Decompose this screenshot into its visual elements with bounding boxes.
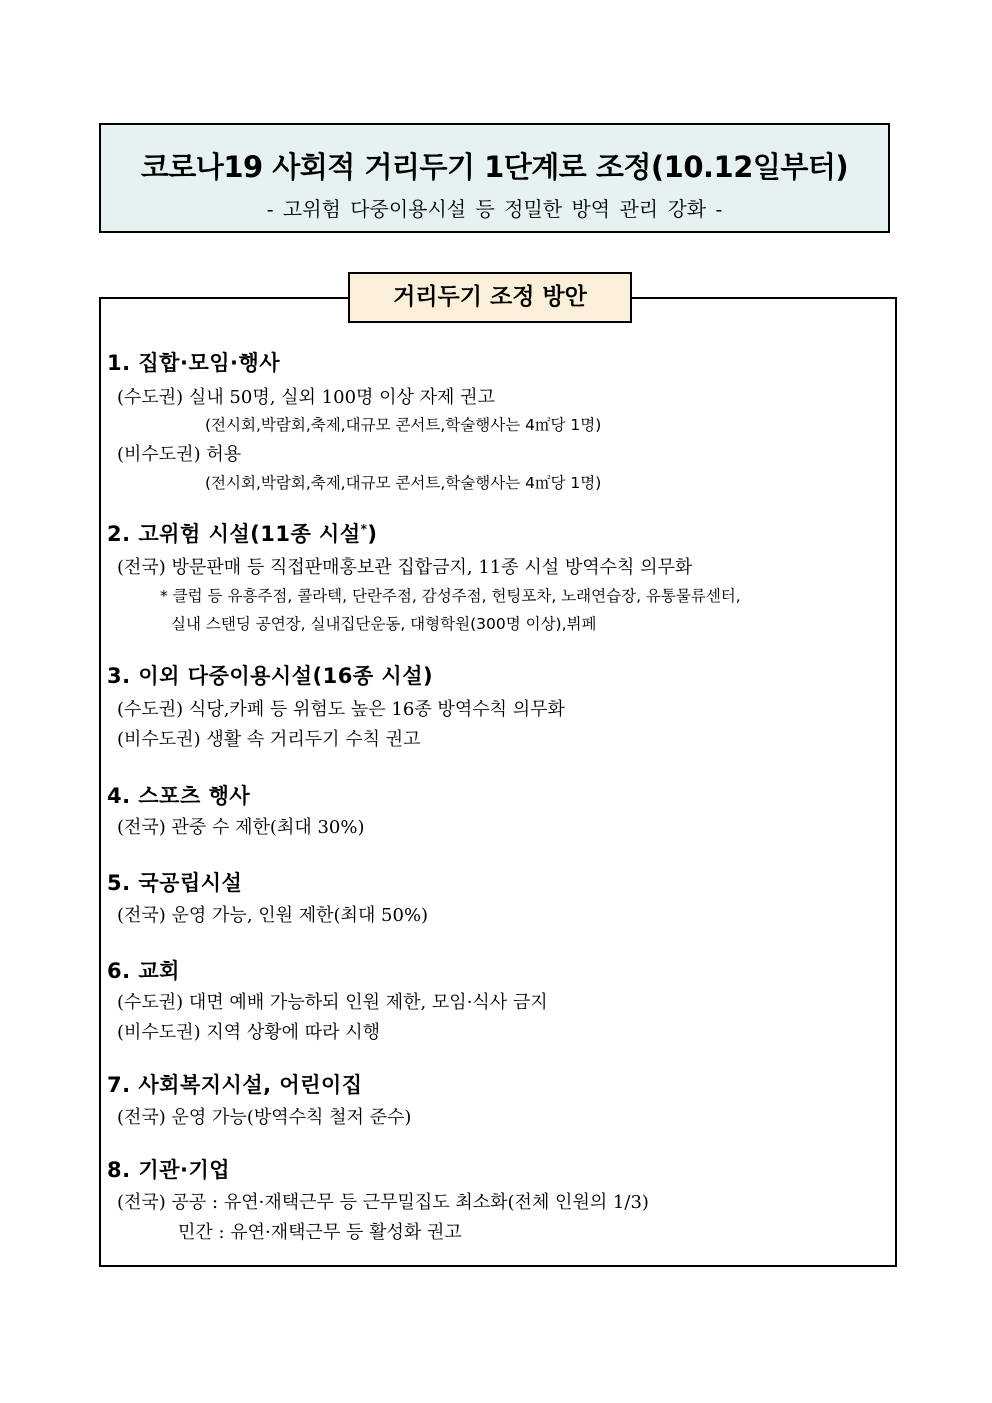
section-2-note-2: 실내 스탠딩 공연장, 실내집단운동, 대형학원(300명 이상),뷔페: [171, 615, 597, 633]
section-8-line-2: 민간 : 유연·재택근무 등 활성화 권고: [178, 1222, 462, 1243]
section-1-note-2: (전시회,박람회,축제,대규모 콘서트,학술행사는 4㎡당 1명): [205, 474, 602, 492]
section-3-line-2: (비수도권) 생활 속 거리두기 수칙 권고: [117, 729, 421, 750]
section-2-note-1: * 클럽 등 유흥주점, 콜라텍, 단란주점, 감성주점, 헌팅포차, 노래연습장, 유통물류센터,: [160, 587, 741, 605]
section-2-heading: [107, 518, 378, 548]
section-1-line-1: (수도권) 실내 50명, 실외 100명 이상 자제 권고: [117, 387, 495, 408]
page-subtitle: - 고위험 다중이용시설 등 정밀한 방역 관리 강화 -: [266, 197, 723, 221]
section-6-heading: 6. 교회: [107, 959, 180, 983]
section-1-note-1: (전시회,박람회,축제,대규모 콘서트,학술행사는 4㎡당 1명): [205, 416, 602, 434]
section-2-heading-text: 2. 고위험 시설(11종 시설: [107, 522, 361, 546]
section-5-heading: 5. 국공립시설: [107, 871, 243, 895]
panel-tag: 거리두기 조정 방안: [348, 272, 632, 323]
section-1-heading: 1. 집합·모임·행사: [107, 351, 281, 375]
footnote-mark: *: [360, 522, 368, 536]
section-6-line-2: (비수도권) 지역 상황에 따라 시행: [117, 1022, 380, 1043]
section-1-line-2: (비수도권) 허용: [117, 444, 242, 465]
page-title: 코로나19 사회적 거리두기 1단계로 조정(10.12일부터): [140, 150, 849, 184]
section-2-heading-close: ): [367, 522, 378, 546]
section-3-heading: 3. 이외 다중이용시설(16종 시설): [107, 664, 434, 688]
section-4-line-1: (전국) 관중 수 제한(최대 30%): [117, 817, 365, 838]
section-4-heading: 4. 스포츠 행사: [107, 784, 251, 808]
section-2-line-1: (전국) 방문판매 등 직접판매홍보관 집합금지, 11종 시설 방역수칙 의무화: [117, 557, 693, 578]
section-8-heading: 8. 기관·기업: [107, 1158, 231, 1182]
section-8-line-1: (전국) 공공 : 유연·재택근무 등 근무밀집도 최소화(전체 인원의 1/3): [117, 1192, 649, 1213]
section-7-heading: 7. 사회복지시설, 어린이집: [107, 1073, 363, 1097]
section-3-line-1: (수도권) 식당,카페 등 위험도 높은 16종 방역수칙 의무화: [117, 699, 565, 720]
section-5-line-1: (전국) 운영 가능, 인원 제한(최대 50%): [117, 905, 429, 926]
title-box: [99, 123, 890, 233]
section-6-line-1: (수도권) 대면 예배 가능하되 인원 제한, 모임·식사 금지: [117, 992, 548, 1013]
section-7-line-1: (전국) 운영 가능(방역수칙 철저 준수): [117, 1107, 412, 1128]
